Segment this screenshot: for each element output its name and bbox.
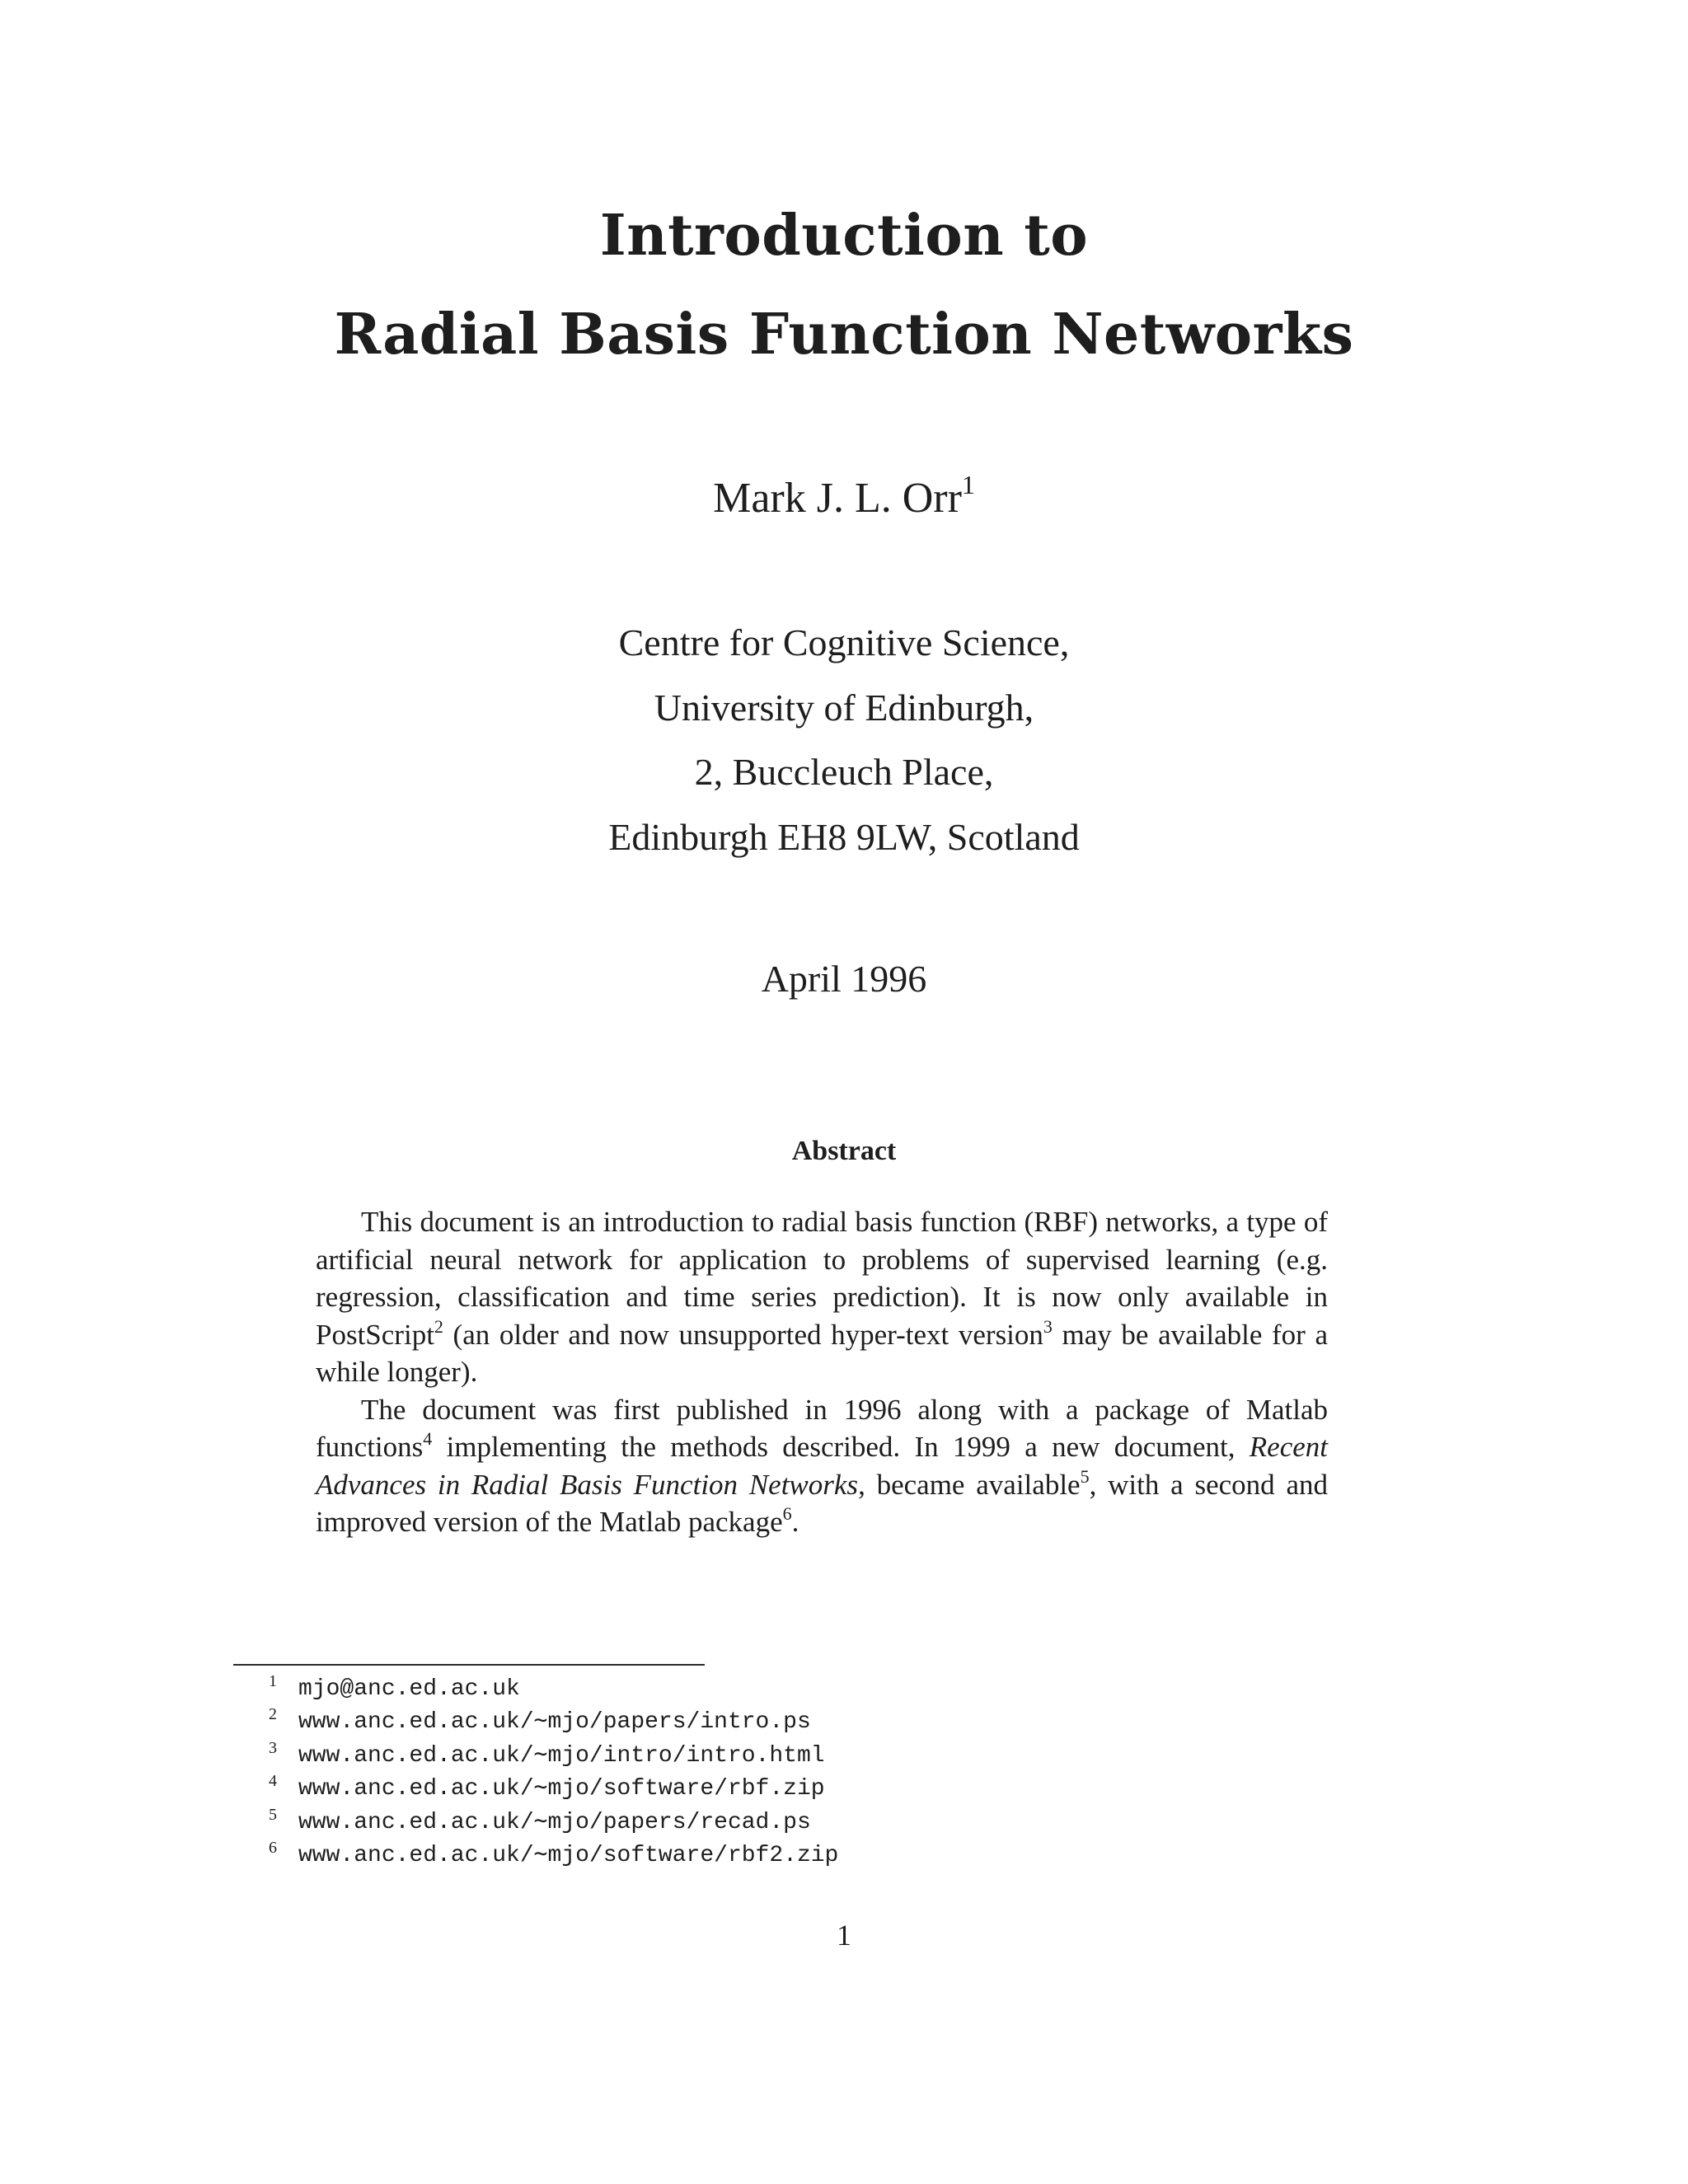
footnote-number: 6 (269, 1839, 277, 1858)
footnote-url[interactable]: www.anc.ed.ac.uk/∼mjo/software/rbf2.zip (298, 1843, 839, 1869)
title-line-1: Introduction to (599, 203, 1089, 269)
footnote-email[interactable]: mjo@anc.ed.ac.uk (298, 1676, 520, 1702)
footnote-url[interactable]: www.anc.ed.ac.uk/∼mjo/papers/intro.ps (298, 1709, 811, 1736)
abstract-paragraph-1 (316, 1203, 1328, 1391)
affiliation-line-2: University of Edinburgh, (654, 687, 1034, 729)
abstract-heading: Abstract (791, 1136, 897, 1166)
abstract-p2-text-1: The document was first published in 1996 along with a package of Matlab functions (316, 1393, 1328, 1463)
footnote-mark-4: 4 (423, 1428, 433, 1449)
author-name: Mark J. L. Orr (713, 475, 962, 522)
footnote-6 (264, 1840, 838, 1872)
footnote-url[interactable]: www.anc.ed.ac.uk/∼mjo/software/rbf.zip (298, 1776, 825, 1802)
author (0, 471, 1688, 520)
footnote-mark-3: 3 (1043, 1315, 1053, 1337)
abstract-p2-text-5: . (791, 1506, 799, 1538)
footnotes-list (264, 1673, 838, 1872)
abstract-p2-text-2: implementing the methods described. In 1999 a new document, (432, 1431, 1250, 1463)
footnote-number: 4 (269, 1772, 277, 1791)
abstract-body (316, 1203, 1328, 1541)
author-footnote-mark: 1 (961, 470, 975, 499)
affiliation-line-1: Centre for Cognitive Science, (618, 621, 1070, 663)
footnote-4 (264, 1773, 838, 1806)
publication-date: April 1996 (761, 958, 927, 1000)
abstract-p1-text-1: This document is an introduction to radial basis function (RBF) networks, a type of artificial neural network for application to problems of supervised learning (e.g. regression, classification and time series prediction). It is now only available in PostScript (316, 1206, 1328, 1351)
footnote-number: 1 (269, 1672, 277, 1690)
abstract-p2-text-4: , with a second and improved version of the Matlab package (316, 1468, 1328, 1538)
affiliation-line-3: 2, Buccleuch Place, (694, 751, 994, 793)
footnote-mark-6: 6 (782, 1503, 792, 1524)
footnote-rule (233, 1664, 705, 1666)
abstract-p1-text-3: may be available for a while longer). (316, 1318, 1328, 1388)
title-line-2: Radial Basis Function Networks (334, 302, 1354, 368)
footnote-3 (264, 1740, 838, 1773)
footnote-mark-2: 2 (434, 1315, 443, 1337)
abstract-paragraph-2 (316, 1391, 1328, 1541)
footnote-mark-5: 5 (1080, 1465, 1090, 1487)
footnote-5 (264, 1807, 838, 1840)
abstract-p2-text-3: , became available (858, 1468, 1081, 1501)
footnote-number: 2 (269, 1705, 277, 1724)
footnote-url[interactable]: www.anc.ed.ac.uk/∼mjo/papers/recad.ps (298, 1809, 811, 1835)
footnote-number: 5 (269, 1805, 277, 1824)
page-number: 1 (837, 1919, 851, 1952)
recent-advances-title: Recent Advances in Radial Basis Function Networks (316, 1431, 1328, 1501)
footnote-number: 3 (269, 1738, 277, 1757)
footnote-2 (264, 1706, 838, 1739)
footnote-url[interactable]: www.anc.ed.ac.uk/∼mjo/intro/intro.html (298, 1742, 825, 1769)
affiliation-line-4: Edinburgh EH8 9LW, Scotland (608, 816, 1080, 858)
abstract-p1-text-2: (an older and now unsupported hyper-text version (443, 1318, 1043, 1351)
footnote-1 (264, 1673, 838, 1706)
